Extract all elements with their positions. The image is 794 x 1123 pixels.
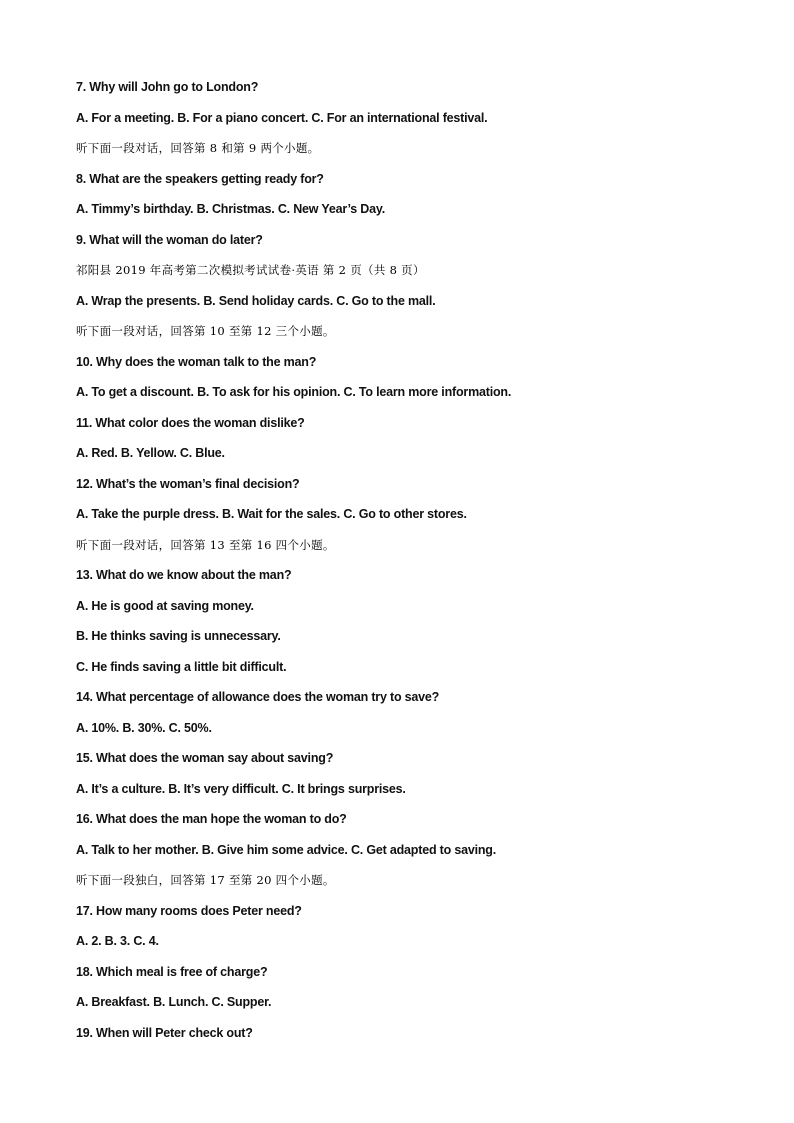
options-18: A. Breakfast. B. Lunch. C. Supper. (76, 995, 272, 1009)
options-16: A. Talk to her mother. B. Give him some advice. C. Get adapted to saving. (76, 842, 497, 857)
question-8: 8. What are the speakers getting ready for? (76, 171, 324, 186)
instruction-8-9: 听下面一段对话，回答第 8 和第 9 两个小题。 (76, 141, 320, 155)
page-footer: 祁阳县 2019 年高考第二次模拟考试试卷·英语 第 2 页（共 8 页） (76, 263, 425, 277)
options-15: A. It’s a culture. B. It’s very difficult. C. It brings surprises. (76, 781, 406, 796)
question-19: 19. When will Peter check out? (76, 1025, 253, 1040)
options-7: A. For a meeting. B. For a piano concert. C. For an international festival. (76, 110, 488, 125)
options-12: A. Take the purple dress. B. Wait for the sales. C. Go to other stores. (76, 507, 467, 521)
question-18: 18. Which meal is free of charge? (76, 964, 268, 979)
question-10: 10. Why does the woman talk to the man? (76, 354, 317, 369)
instruction-10-12: 听下面一段对话，回答第 10 至第 12 三个小题。 (76, 324, 335, 338)
option-13-a: A. He is good at saving money. (76, 598, 254, 613)
document-body (76, 72, 756, 1048)
instruction-13-16: 听下面一段对话，回答第 13 至第 16 四个小题。 (76, 537, 335, 552)
question-15: 15. What does the woman say about saving? (76, 751, 334, 765)
question-16: 16. What does the man hope the woman to do? (76, 812, 347, 826)
options-14: A. 10%. B. 30%. C. 50%. (76, 720, 212, 735)
options-11: A. Red. B. Yellow. C. Blue. (76, 446, 225, 460)
option-13-c: C. He finds saving a little bit difficult. (76, 659, 287, 674)
instruction-17-20: 听下面一段独白，回答第 17 至第 20 四个小题。 (76, 873, 335, 887)
question-14: 14. What percentage of allowance does the woman try to save? (76, 690, 440, 704)
question-7: 7. Why will John go to London? (76, 80, 259, 94)
question-12: 12. What’s the woman’s final decision? (76, 476, 300, 491)
option-13-b: B. He thinks saving is unnecessary. (76, 629, 281, 643)
question-17: 17. How many rooms does Peter need? (76, 903, 302, 918)
options-17: A. 2. B. 3. C. 4. (76, 934, 159, 948)
options-8: A. Timmy’s birthday. B. Christmas. C. New Year’s Day. (76, 202, 385, 216)
question-11: 11. What color does the woman dislike? (76, 415, 305, 430)
options-9: A. Wrap the presents. B. Send holiday cards. C. Go to the mall. (76, 293, 436, 308)
question-13: 13. What do we know about the man? (76, 568, 292, 582)
question-9: 9. What will the woman do later? (76, 232, 263, 247)
options-10: A. To get a discount. B. To ask for his opinion. C. To learn more information. (76, 385, 512, 399)
